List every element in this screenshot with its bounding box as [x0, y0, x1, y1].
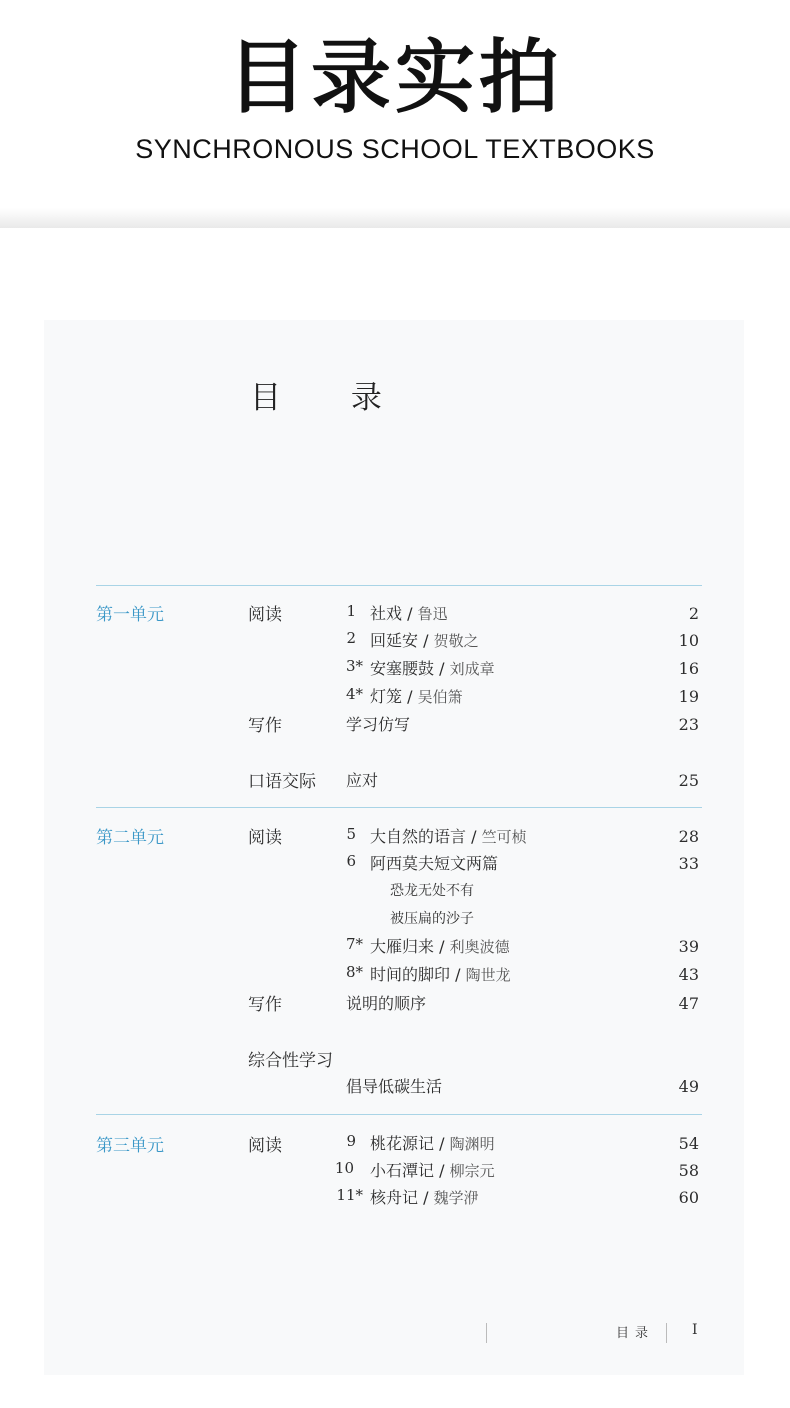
lesson-title: 核舟记 [370, 1188, 419, 1207]
toc-title: 目 录 [250, 380, 412, 416]
page-number: 39 [678, 937, 699, 956]
unit-name: 第二单元 [96, 828, 164, 848]
category-reading: 阅读 [248, 1136, 282, 1156]
page-number: 58 [678, 1161, 699, 1180]
page-number: 33 [678, 854, 699, 873]
footer-page-number: I [692, 1322, 698, 1338]
page-number: 47 [678, 994, 699, 1013]
footer-divider [666, 1323, 667, 1343]
lesson-author: 刘成章 [449, 660, 495, 678]
writing-title: 学习仿写 [346, 715, 411, 734]
lesson-author: 吴伯箫 [417, 688, 463, 706]
page-number: 19 [678, 687, 699, 706]
lesson-author: 贺敬之 [433, 632, 479, 650]
lesson-number: 5 [346, 825, 356, 843]
toc-page-photo: 目 录 第一单元 阅读 1 社戏 / 鲁迅 2 2 回延安 / 贺敬之 10 3* 安塞腰鼓 / 刘成章 16 4* 灯笼 / 吴伯箫 19 写作 学习仿写 23 口语交际 应对 25 第二单元 阅读 5 大自然的语言 / 竺可桢 28 6 阿西莫夫短文两篇 33 恐龙无处不有 被压扁的沙子 7* 大雁归来 / 利奥波德 39 8* 时间的脚印 / 陶世龙 43 写作 说明的顺序 47 综合性学习 倡导低碳生活 49 第三单元 阅读 9 桃花源记 / 陶渊明 54 10 小石潭记 / 柳宗元 58 11* 核舟记 / 魏学洢 60 目录 I [44, 320, 744, 1375]
sub-item: 恐龙无处不有 [390, 883, 474, 899]
page-number: 23 [678, 715, 699, 734]
lesson-author: 陶渊明 [449, 1135, 495, 1153]
lesson-title: 社戏 [370, 604, 403, 623]
oral-title: 应对 [346, 771, 379, 790]
lesson-title: 大自然的语言 [370, 827, 467, 846]
lesson-title: 时间的脚印 [370, 965, 451, 984]
page-number: 43 [678, 965, 699, 984]
lesson-author: 魏学洢 [433, 1189, 479, 1207]
category-reading: 阅读 [248, 605, 282, 625]
banner-title: 目录实拍 [227, 31, 563, 124]
lesson-title: 桃花源记 [370, 1134, 435, 1153]
lesson-author: 陶世龙 [465, 966, 511, 984]
lesson-author: 柳宗元 [449, 1162, 495, 1180]
lesson-title: 安塞腰鼓 [370, 659, 435, 678]
lesson-number: 8* [345, 963, 363, 981]
lesson-author: 利奥波德 [449, 938, 510, 956]
page-number: 10 [678, 631, 699, 650]
sub-item: 被压扁的沙子 [390, 911, 474, 927]
lesson-number: 10 [334, 1159, 354, 1177]
page-number: 54 [678, 1134, 699, 1153]
category-reading: 阅读 [248, 828, 282, 848]
page-number: 25 [678, 771, 699, 790]
lesson-author: 鲁迅 [417, 605, 448, 623]
category-oral: 口语交际 [248, 772, 316, 792]
lesson-title: 小石潭记 [370, 1161, 435, 1180]
lesson-number: 9 [346, 1132, 356, 1150]
lesson-title: 灯笼 [370, 687, 403, 706]
banner-subtitle: SYNCHRONOUS SCHOOL TEXTBOOKS [135, 134, 655, 164]
unit-divider [96, 807, 702, 808]
lesson-number: 1 [346, 602, 356, 620]
footer-divider [486, 1323, 487, 1343]
lesson-title: 大雁归来 [370, 937, 435, 956]
lesson-number: 3* [345, 657, 363, 675]
writing-title: 说明的顺序 [346, 994, 427, 1013]
lesson-number: 7* [345, 935, 363, 953]
footer-label: 目录 [616, 1326, 655, 1341]
comprehensive-title: 倡导低碳生活 [346, 1077, 443, 1096]
category-comprehensive: 综合性学习 [248, 1051, 333, 1071]
lesson-number: 6 [346, 852, 356, 870]
category-writing: 写作 [248, 995, 282, 1015]
unit-divider [96, 1114, 702, 1115]
lesson-title: 回延安 [370, 631, 419, 650]
unit-divider [96, 585, 702, 586]
header-banner [0, 0, 790, 215]
page-number: 28 [678, 827, 699, 846]
lesson-title: 阿西莫夫短文两篇 [370, 854, 499, 873]
page-number: 16 [678, 659, 699, 678]
unit-name: 第三单元 [96, 1136, 164, 1156]
lesson-number: 4* [345, 685, 363, 703]
page-number: 60 [678, 1188, 699, 1207]
page-number: 2 [688, 604, 699, 623]
category-writing: 写作 [248, 716, 282, 736]
lesson-number: 11* [336, 1186, 363, 1204]
lesson-author: 竺可桢 [481, 828, 527, 846]
unit-name: 第一单元 [96, 605, 164, 625]
page-number: 49 [678, 1077, 699, 1096]
lesson-number: 2 [346, 629, 356, 647]
banner-divider-shadow [0, 208, 790, 228]
